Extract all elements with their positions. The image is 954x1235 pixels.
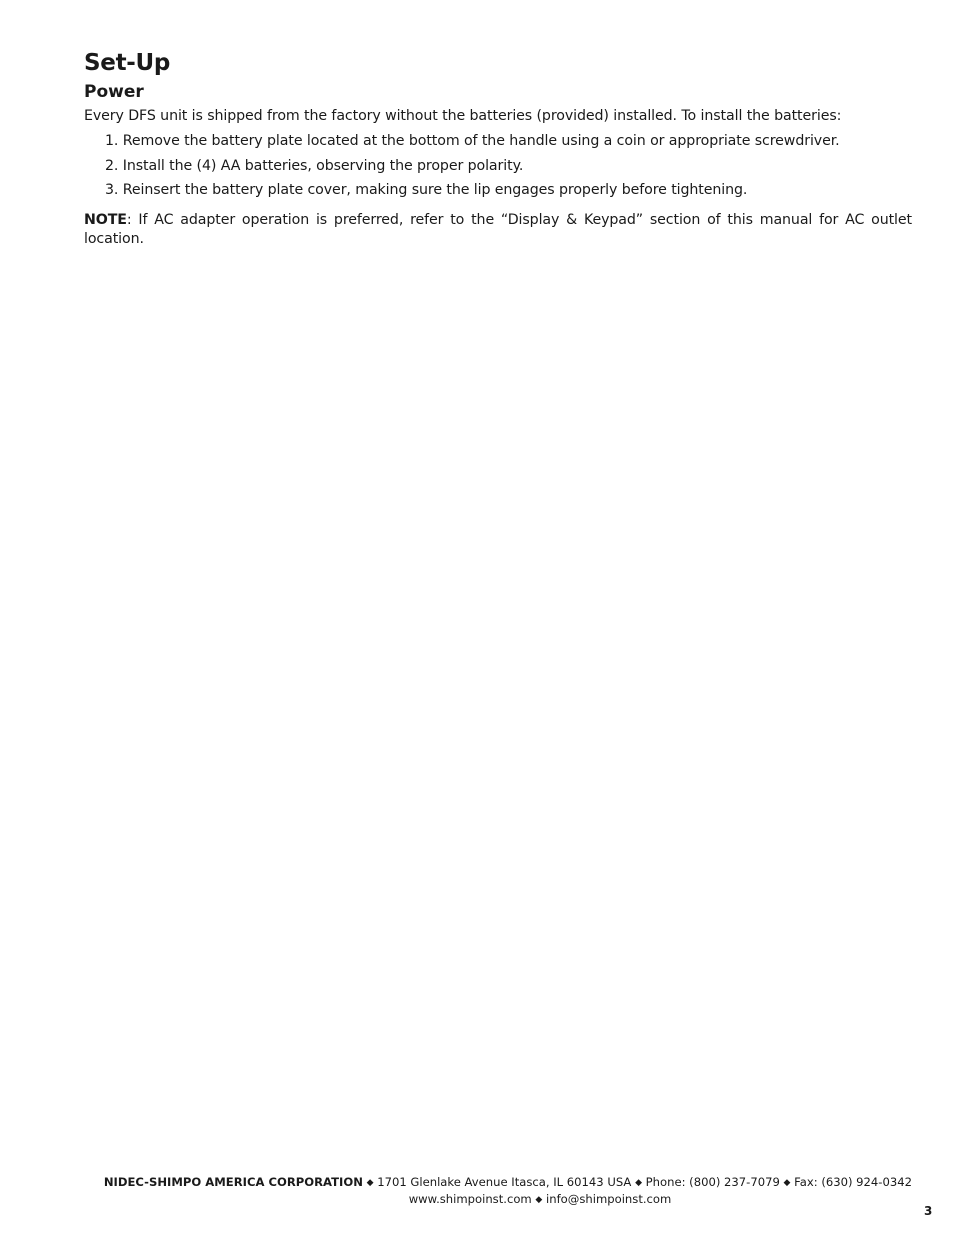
footer-company: NIDEC-SHIMPO AMERICA CORPORATION	[103, 1175, 363, 1189]
separator-icon: ◆	[783, 1178, 791, 1188]
footer-fax: Fax: (630) 924-0342	[794, 1175, 912, 1189]
note-text: : If AC adapter operation is preferred, refer to the “Display & Keypad” section of this manual for AC outlet location.	[84, 212, 912, 247]
note-label: NOTE	[84, 212, 127, 228]
footer-phone: Phone: (800) 237-7079	[645, 1175, 780, 1189]
step-item: 1. Remove the battery plate located at the bottom of the handle using a coin or appropriate screwdriver.	[105, 133, 840, 149]
separator-icon: ◆	[535, 1195, 543, 1205]
separator-icon: ◆	[366, 1178, 374, 1188]
footer-contact-line	[84, 1191, 912, 1208]
footer-email-link[interactable]: info@shimpoinst.com	[546, 1192, 672, 1206]
intro-paragraph: Every DFS unit is shipped from the factory without the batteries (provided) installed. To install the batteries:	[84, 108, 842, 124]
section-heading-power: Power	[84, 82, 144, 102]
footer-address: 1701 Glenlake Avenue Itasca, IL 60143 USA	[377, 1175, 632, 1189]
page-number: 3	[924, 1204, 933, 1218]
step-item: 3. Reinsert the battery plate cover, making sure the lip engages properly before tightening.	[105, 182, 748, 198]
footer-website-link[interactable]: www.shimpoinst.com	[408, 1192, 532, 1206]
separator-icon: ◆	[635, 1178, 642, 1188]
page-title: Set-Up	[84, 50, 171, 76]
footer	[84, 1174, 912, 1208]
installation-steps	[105, 132, 840, 206]
note-paragraph	[84, 211, 912, 248]
step-item: 2. Install the (4) AA batteries, observing the proper polarity.	[105, 157, 524, 174]
